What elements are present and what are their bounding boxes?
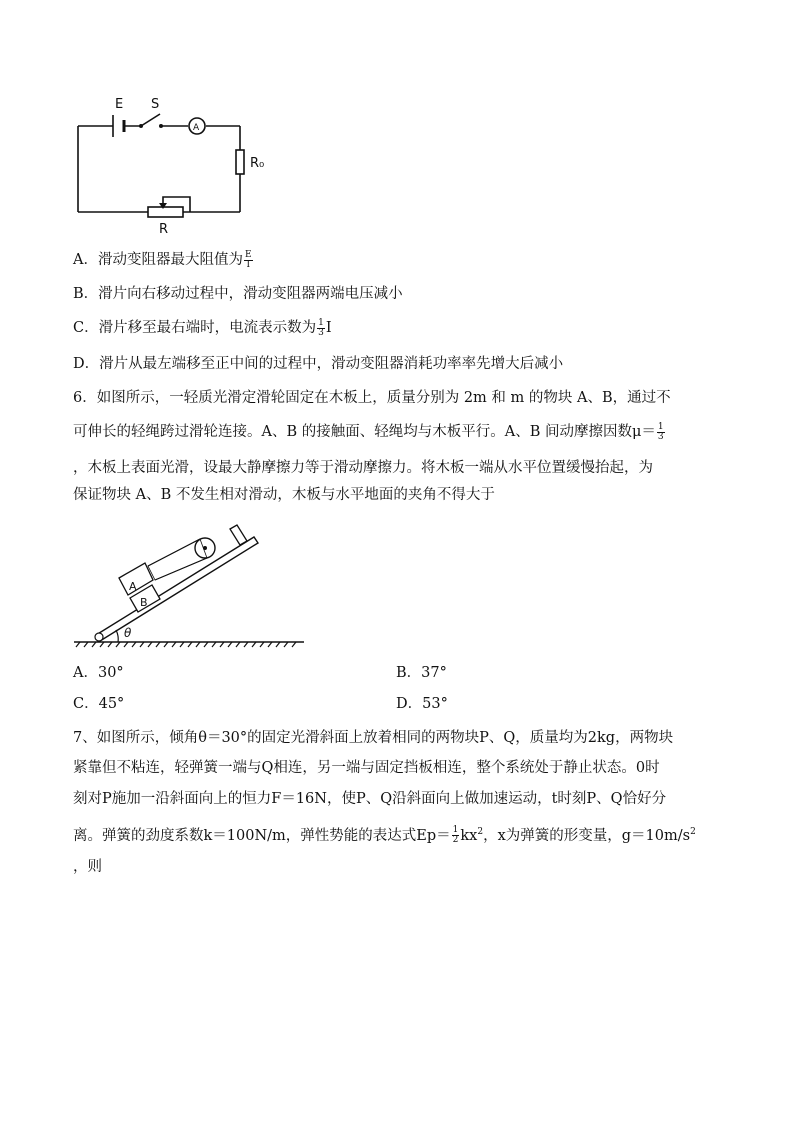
label-S: S	[151, 97, 160, 112]
circuit-diagram	[0, 0, 794, 240]
q7-line-1: 7、如图所示，倾角θ＝30°的固定光滑斜面上放着相同的两物块P、Q，质量均为2kg，两物块	[73, 730, 674, 746]
label-E: E	[115, 97, 124, 112]
q5-option-b: B．滑片向右移动过程中，滑动变阻器两端电压减小	[73, 286, 403, 302]
q5-option-d: D．滑片从最左端移至正中间的过程中，滑动变阻器消耗功率率先增大后减小	[73, 356, 564, 372]
q6-line-2: 可伸长的轻绳跨过滑轮连接。A、B 的接触面、轻绳均与木板平行。A、B 间动摩擦因数μ＝ $\frac{1}{3}$	[73, 421, 664, 442]
label-R0: R₀	[250, 156, 265, 171]
label-B: B	[140, 596, 148, 609]
mu-fraction: $\frac{1}{3}$	[657, 421, 664, 442]
q6-line-4: 保证物块 A、B 不发生相对滑动，木板与水平地面的夹角不得大于	[73, 487, 495, 503]
q6-line-3: ，木板上表面光滑，设最大静摩擦力等于滑动摩擦力。将木板一端从水平位置缓慢抬起，为	[73, 460, 653, 476]
label-A: A	[129, 580, 137, 593]
q7-line-3: 刻对P施加一沿斜面向上的恒力F＝16N，使P、Q沿斜面向上做加速运动，t时刻P、Q恰好分	[73, 791, 667, 807]
fraction: $\frac{E}{I}$	[244, 249, 252, 270]
q5-option-a: A．滑动变阻器最大阻值为 $\frac{E}{I}$	[73, 249, 252, 270]
label-A: A	[193, 123, 200, 133]
q7-line-2: 紧靠但不粘连，轻弹簧一端与Q相连，另一端与固定挡板相连，整个系统处于静止状态。0时	[73, 760, 660, 776]
q6-option-b: B．37°	[396, 665, 447, 681]
label-theta: θ	[124, 626, 132, 640]
q6-option-a: A．30°	[73, 665, 124, 681]
q6-line-1: 6．如图所示，一轻质光滑定滑轮固定在木板上，质量分别为 2m 和 m 的物块 A、B，通过不	[73, 390, 671, 406]
incline-figure	[0, 515, 794, 655]
q7-line-5: ，则	[73, 859, 102, 875]
label-R: R	[159, 222, 169, 237]
fraction: $\frac{1}{3}$	[318, 317, 324, 338]
q7-line-4: 离。弹簧的劲度系数k＝100N/m，弹性势能的表达式Ep＝ $\frac{1}{2}$ $kx^2$，x为弹簧的形变量，$g=10m/s^2$	[73, 825, 696, 846]
q5-option-c: C．滑片移至最右端时，电流表示数为 $\frac{1}{3}$ I	[73, 317, 332, 338]
q6-option-d: D．53°	[396, 696, 448, 712]
ep-fraction: $\frac{1}{2}$	[452, 825, 459, 846]
q6-option-c: C．45°	[73, 696, 125, 712]
